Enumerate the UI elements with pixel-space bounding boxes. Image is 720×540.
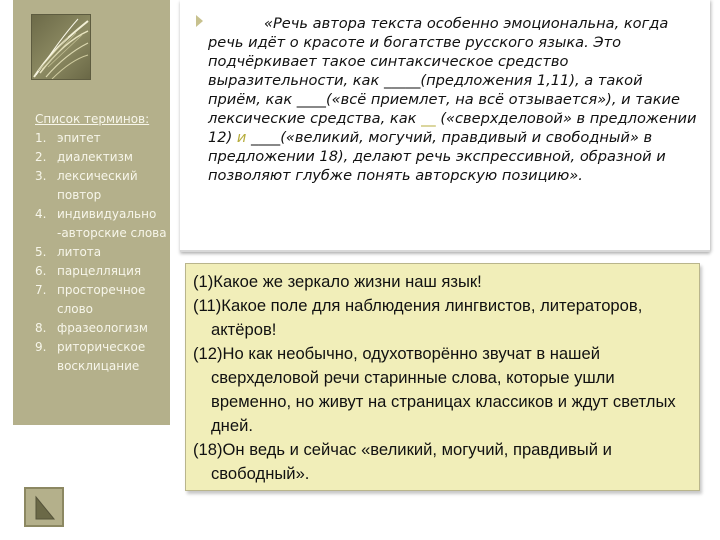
sentence-18: (18)Он ведь и сейчас «великий, могучий, правдивый и свободный». <box>193 440 612 483</box>
term-number: 3. <box>35 169 47 183</box>
term-number: 4. <box>35 207 47 221</box>
list-item <box>35 148 183 167</box>
back-arrow-icon <box>34 495 56 521</box>
list-item <box>35 262 183 281</box>
list-item <box>35 129 183 148</box>
term-label: просторечное слово <box>57 283 146 316</box>
sentences-list <box>193 270 698 486</box>
sentence-12: (12)Но как необычно, одухотворённо звучат в нашей сверхделовой речи старинные слова, которые ушли временно, но живут на страницах классиков и ждут светлых дней. <box>193 344 676 435</box>
term-label: индивидуально -авторские слова <box>57 207 167 240</box>
term-label: риторическое восклицание <box>57 340 146 373</box>
task-text-part1: «Речь автора текста особенно эмоциональна, когда речь идёт о красоте и богатстве русского языка. Это подчёркивает такое синтаксическое средство выразительности, как _____(предложения 1,11), а такой приём, как ____(«всё приемлет, на всё отзывается»), и такие лексические средства, как <box>208 15 680 127</box>
sentence-1: (1)Какое же зеркало жизни наш язык! <box>193 272 482 291</box>
term-number: 6. <box>35 264 47 278</box>
term-label: эпитет <box>57 131 101 145</box>
sentence-11: (11)Какое поле для наблюдения лингвистов, литераторов, актёров! <box>193 296 643 339</box>
terms-list <box>35 110 183 376</box>
list-item <box>35 338 183 376</box>
term-label: лексический повтор <box>57 169 138 202</box>
list-item <box>35 319 183 338</box>
term-label: диалектизм <box>57 150 133 164</box>
feather-logo-icon <box>31 14 91 80</box>
term-label: фразеологизм <box>57 321 148 335</box>
list-item <box>35 167 183 205</box>
sidebar-panel <box>13 0 170 425</box>
list-item <box>35 205 183 243</box>
blank-highlight: __ <box>421 110 436 127</box>
term-number: 9. <box>35 340 47 354</box>
term-number: 7. <box>35 283 47 297</box>
task-text-part2: («сверхделовой» в предложении 12) <box>208 110 697 146</box>
terms-title: Список терминов: <box>35 112 150 126</box>
term-number: 5. <box>35 245 47 259</box>
and-highlight: и <box>236 129 247 146</box>
task-text <box>208 14 698 185</box>
term-number: 2. <box>35 150 47 164</box>
term-number: 1. <box>35 131 47 145</box>
list-item <box>35 281 183 319</box>
list-item <box>35 243 183 262</box>
bullet-triangle-icon <box>196 15 203 27</box>
task-text-part3: ____(«великий, могучий, правдивый и свободный» в предложении 18), делают речь экспрессивной, образной и позволяют глубже понять авторскую позицию». <box>208 129 666 184</box>
term-label: литота <box>57 245 102 259</box>
back-button[interactable] <box>24 487 64 527</box>
term-number: 8. <box>35 321 47 335</box>
term-label: парцелляция <box>57 264 142 278</box>
